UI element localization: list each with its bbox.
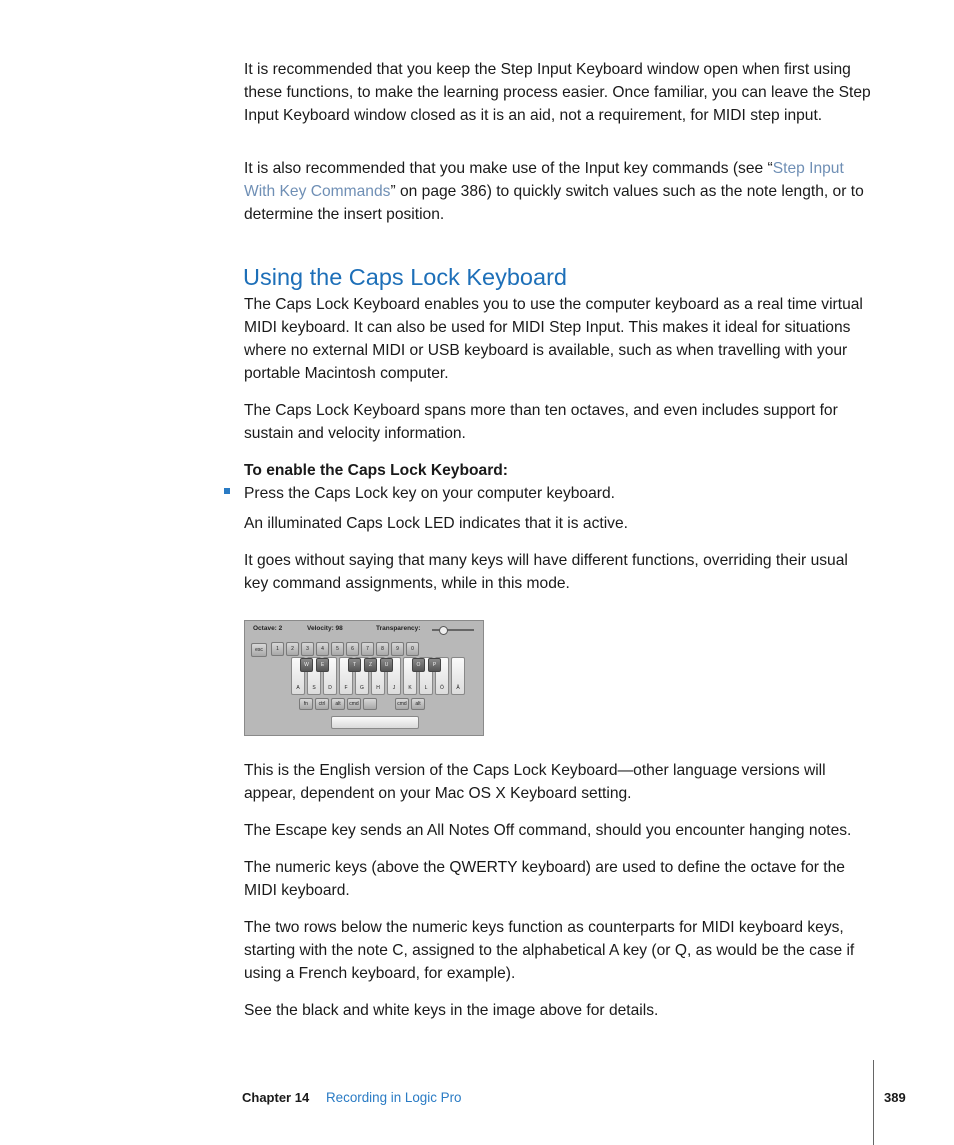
modifier-key[interactable]: cmd	[347, 698, 361, 710]
paragraph-span: The Caps Lock Keyboard spans more than ten octaves, and even includes support for sustain and velocity information.	[244, 402, 838, 442]
paragraph-rows: The two rows below the numeric keys function as counterparts for MIDI keyboard keys, starting with the note C, assigned to the alphabetical A key (or Q, as would be the case if using a French keyboard, for example).	[244, 919, 855, 982]
paragraph-text: It is also recommended that you make use of the Input key commands (see “	[244, 160, 773, 177]
black-key[interactable]: O	[412, 658, 425, 672]
white-key[interactable]: Ä	[451, 657, 465, 695]
task-heading: To enable the Caps Lock Keyboard:	[244, 462, 508, 479]
paragraph-recommendation	[244, 157, 874, 226]
modifier-key[interactable]	[363, 698, 377, 710]
number-key[interactable]: 5	[331, 642, 344, 656]
number-key[interactable]: 3	[301, 642, 314, 656]
footer-chapter-title[interactable]: Recording in Logic Pro	[326, 1090, 462, 1105]
white-key[interactable]: H	[371, 657, 385, 695]
black-key[interactable]: W	[300, 658, 313, 672]
black-key[interactable]: E	[316, 658, 329, 672]
spacebar-key[interactable]	[331, 716, 419, 729]
number-key[interactable]: 4	[316, 642, 329, 656]
white-key[interactable]: S	[307, 657, 321, 695]
cross-reference-link[interactable]: Step Input With Key Commands	[244, 160, 844, 200]
modifier-key[interactable]: fn	[299, 698, 313, 710]
white-key[interactable]: D	[323, 657, 337, 695]
paragraph-text: ” on page 386) to quickly switch values such as the note length, or to determine the insert position.	[244, 183, 864, 223]
paragraph-language: This is the English version of the Caps Lock Keyboard—other language versions will appear, dependent on your Mac OS X Keyboard setting.	[244, 762, 826, 802]
white-key[interactable]: K	[403, 657, 417, 695]
paragraph-details: See the black and white keys in the image above for details.	[244, 1002, 659, 1019]
paragraph-description: The Caps Lock Keyboard enables you to use the computer keyboard as a real time virtual MIDI keyboard. It can also be used for MIDI Step Input. This makes it ideal for situations where no external MIDI or USB keyboard is available, such as when travelling with your portable Macintosh computer.	[244, 296, 863, 382]
number-key[interactable]: 6	[346, 642, 359, 656]
number-key[interactable]: 1	[271, 642, 284, 656]
esc-key[interactable]: esc	[251, 643, 267, 657]
footer-divider	[873, 1060, 874, 1145]
modifier-key[interactable]: alt	[411, 698, 425, 710]
transparency-slider-knob[interactable]	[439, 626, 448, 635]
white-key[interactable]: J	[387, 657, 401, 695]
white-key[interactable]: F	[339, 657, 353, 695]
paragraph-led: An illuminated Caps Lock LED indicates that it is active.	[244, 515, 628, 532]
number-key[interactable]: 9	[391, 642, 404, 656]
footer-chapter: Chapter 14	[242, 1090, 310, 1105]
modifier-key[interactable]: ctrl	[315, 698, 329, 710]
paragraph-intro: It is recommended that you keep the Step Input Keyboard window open when first using these functions, to make the learning process easier. Once familiar, you can leave the Step Input Keyboard window closed as it is an aid, not a requirement, for MIDI step input.	[244, 61, 871, 124]
number-key[interactable]: 8	[376, 642, 389, 656]
transparency-label: Transparency:	[376, 625, 421, 632]
velocity-label: Velocity: 98	[307, 625, 343, 632]
bullet-icon	[224, 488, 230, 494]
section-heading: Using the Caps Lock Keyboard	[243, 264, 567, 290]
black-key[interactable]: U	[380, 658, 393, 672]
paragraph-numeric: The numeric keys (above the QWERTY keyboard) are used to define the octave for the MIDI keyboard.	[244, 859, 845, 899]
black-key[interactable]: P	[428, 658, 441, 672]
white-key[interactable]: L	[419, 657, 433, 695]
paragraph-overrides: It goes without saying that many keys will have different functions, overriding their usual key command assignments, while in this mode.	[244, 552, 848, 592]
black-key[interactable]: T	[348, 658, 361, 672]
white-key[interactable]: A	[291, 657, 305, 695]
modifier-key[interactable]: alt	[331, 698, 345, 710]
white-key[interactable]: G	[355, 657, 369, 695]
caps-lock-keyboard-image	[244, 620, 484, 736]
octave-label: Octave: 2	[253, 625, 283, 632]
bullet-step: Press the Caps Lock key on your computer keyboard.	[244, 485, 615, 502]
white-key[interactable]: Ö	[435, 657, 449, 695]
paragraph-escape: The Escape key sends an All Notes Off command, should you encounter hanging notes.	[244, 822, 852, 839]
number-key[interactable]: 0	[406, 642, 419, 656]
modifier-key[interactable]: cmd	[395, 698, 409, 710]
number-key[interactable]: 7	[361, 642, 374, 656]
page-number: 389	[884, 1090, 906, 1105]
black-key[interactable]: Z	[364, 658, 377, 672]
number-key[interactable]: 2	[286, 642, 299, 656]
